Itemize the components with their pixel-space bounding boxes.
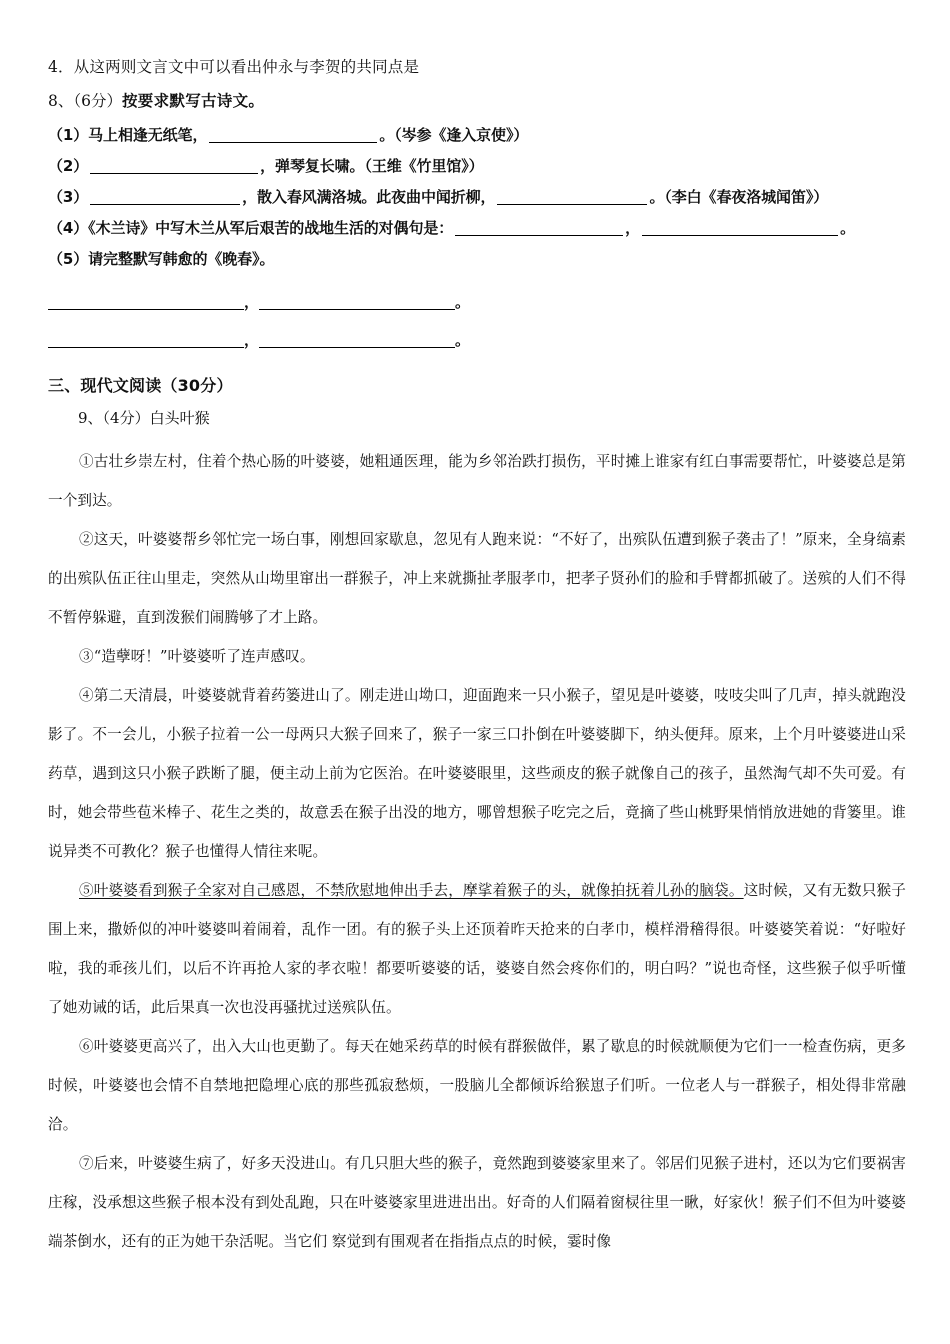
question-8-item-3: [48, 182, 906, 213]
item-4-label: （4）: [48, 219, 89, 237]
passage-paragraph-4: ④第二天清晨，叶婆婆就背着药篓进山了。刚走进山坳口，迎面跑来一只小猴子，望见是叶婆婆，吱吱尖叫了几声，掉头就跑没影了。不一会儿，小猴子拉着一公一母两只大猴子回来了，猴子一家三口扑倒在叶婆婆脚下，纳头便拜。原来，上个月叶婆婆进山采药草，遇到这只小猴子跌断了腿，便主动上前为它医治。在叶婆婆眼里，这些顽皮的猴子就像自己的孩子，虽然淘气却不失可爱。有时，她会带些苞米棒子、花生之类的，故意丢在猴子出没的地方，哪曾想猴子吃完之后，竟摘了些山桃野果悄悄放进她的背篓里。谁说异类不可教化？猴子也懂得人情往来呢。: [48, 687, 906, 860]
item-1-text-before: 马上相逢无纸笔，: [88, 126, 208, 144]
item-1-label: （1）: [48, 126, 89, 144]
passage-paragraph-1: ①古壮乡崇左村，住着个热心肠的叶婆婆，她粗通医理，能为乡邻治跌打损伤，平时摊上谁家有红白事需要帮忙，叶婆婆总是第一个到达。: [48, 453, 906, 509]
item-5-label: （5）: [48, 250, 89, 268]
page-content: [48, 52, 906, 1261]
question-9-number: 9、: [78, 409, 103, 427]
answer-rule-1a[interactable]: [48, 295, 244, 310]
answer-sep-1a: ，: [244, 293, 260, 311]
passage-paragraph-5: [48, 871, 906, 1027]
answer-blank-5[interactable]: [455, 220, 623, 236]
answer-sep-1b: 。: [455, 293, 471, 311]
passage-paragraph-3: ③“造孽呀！”叶婆婆听了连声感叹。: [79, 648, 315, 665]
item-4-text-after: 。: [840, 219, 855, 237]
answer-blank-1[interactable]: [209, 127, 377, 143]
question-9-title: 白头叶猴: [149, 409, 210, 427]
answer-rule-1b[interactable]: [259, 295, 455, 310]
answer-blank-6[interactable]: [642, 220, 838, 236]
item-2-label: （2）: [48, 157, 89, 175]
question-4-line: 4．从这两则文言文中可以看出仲永与李贺的共同点是: [48, 58, 420, 76]
item-4-text-middle: ，: [625, 219, 641, 237]
answer-row-1: [48, 283, 906, 321]
question-8-instruction: 按要求默写古诗文。: [122, 92, 265, 110]
answer-row-2: [48, 321, 906, 359]
answer-sep-2a: ，: [244, 331, 260, 349]
passage-paragraph-6: ⑥叶婆婆更高兴了，出入大山也更勤了。每天在她采药草的时候有群猴做伴，累了歇息的时候就顺便为它们一一检查伤病，更多时候，叶婆婆也会情不自禁地把隐埋心底的那些孤寂愁烦，一股脑儿全都倾诉给猴崽子们听。一位老人与一群猴子，相处得非常融洽。: [48, 1038, 906, 1133]
item-3-text-middle: ，散入春风满洛城。此夜曲中闻折柳，: [242, 188, 496, 206]
answer-blank-2[interactable]: [90, 158, 258, 174]
question-9-score: （4分）: [102, 409, 150, 427]
answer-rule-2a[interactable]: [48, 333, 244, 348]
item-5-text: 请完整默写韩愈的《晚春》。: [88, 250, 275, 268]
answer-sep-2b: 。: [455, 331, 471, 349]
answer-rule-2b[interactable]: [259, 333, 455, 348]
question-8-item-4: [48, 213, 906, 244]
question-8-header: [48, 86, 906, 116]
passage-paragraph-7: ⑦后来，叶婆婆生病了，好多天没进山。有几只胆大些的猴子，竟然跑到婆婆家里来了。邻居们见猴子进村，还以为它们要祸害庄稼，没承想这些猴子根本没有到处乱跑，只在叶婆婆家里进进出出。好奇的人们隔着窗棂往里一瞅，好家伙！猴子们不但为叶婆婆端茶倒水，还有的正为她干杂活呢。当它们 察觉到有围观者在指指点点的时候，霎时像: [48, 1155, 906, 1250]
question-9-header: [48, 403, 906, 434]
item-4-text-before: 《木兰诗》中写木兰从军后艰苦的战地生活的对偶句是：: [88, 219, 454, 237]
item-3-label: （3）: [48, 188, 89, 206]
item-3-text-after: 。（李白《春夜洛城闻笛》）: [649, 188, 829, 206]
passage-paragraph-5-underlined: ⑤叶婆婆看到猴子全家对自己感恩，不禁欣慰地伸出手去，摩挲着猴子的头，就像拍抚着儿孙的脑袋。: [79, 882, 744, 899]
section-3-title: 三、现代文阅读（30分）: [48, 376, 233, 395]
item-2-text-after: ，弹琴复长啸。（王维《竹里馆》）: [260, 157, 484, 175]
passage-paragraph-2: ②这天，叶婆婆帮乡邻忙完一场白事，刚想回家歇息，忽见有人跑来说：“不好了，出殡队伍遭到猴子袭击了！”原来，全身缟素的出殡队伍正往山里走，突然从山坳里窜出一群猴子，冲上来就撕扯孝服孝巾，把孝子贤孙们的脸和手臂都抓破了。送殡的人们不得不暂停躲避，直到泼猴们闹腾够了才上路。: [48, 531, 906, 626]
passage-paragraph-5-rest: 这时候，又有无数只猴子围上来，撒娇似的冲叶婆婆叫着闹着，乱作一团。有的猴子头上还顶着昨天抢来的白孝巾，模样滑稽得很。叶婆婆笑着说：“好啦好啦，我的乖孩儿们，以后不许再抢人家的孝衣啦！都要听婆婆的话，婆婆自然会疼你们的，明白吗？”说也奇怪，这些猴子似乎听懂了她劝诫的话，此后果真一次也没再骚扰过送殡队伍。: [48, 882, 906, 1016]
question-8-item-2: [48, 151, 906, 182]
answer-blank-4[interactable]: [497, 189, 647, 205]
question-8-number: 8、: [48, 92, 74, 110]
item-1-text-after: 。（岑参《逢入京使》）: [379, 126, 529, 144]
answer-blank-3[interactable]: [90, 189, 240, 205]
question-8-item-5: [48, 244, 906, 275]
question-8-item-1: [48, 120, 906, 151]
question-8-score: （6分）: [73, 92, 122, 110]
